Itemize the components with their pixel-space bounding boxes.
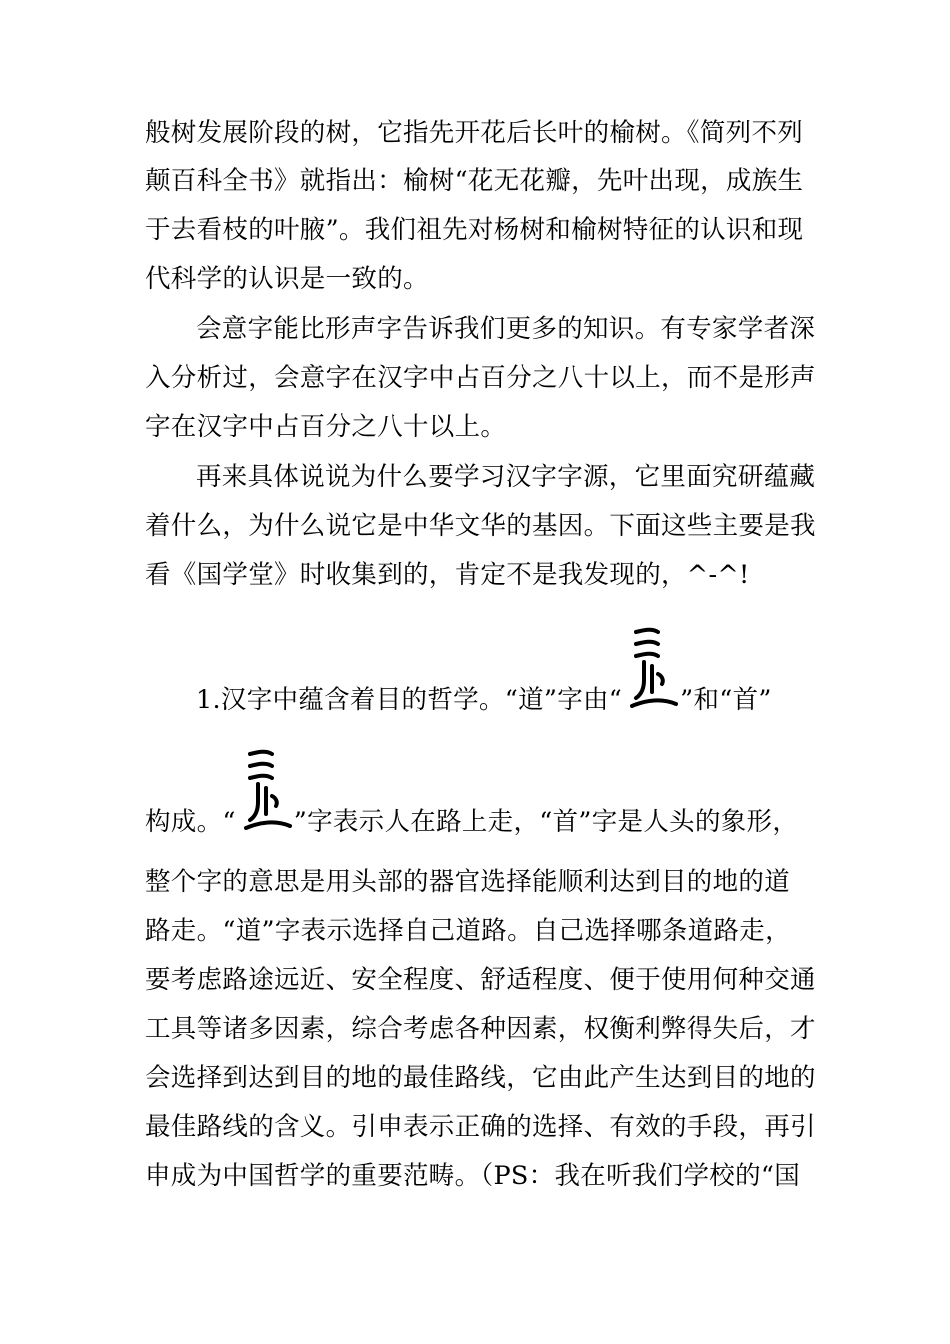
paragraph-1-line-2: 颠百科全书》就指出：榆树“花无花瓣，先叶出现，成族生 [145, 166, 804, 196]
paragraph-4-line-1-before: 1.汉字中蕴含着目的哲学。“道”字由“ [196, 685, 623, 715]
paragraph-4-line-2-after: ”字表示人在路上走，“首”字是人头的象形， [293, 807, 799, 837]
paragraph-4-line-1-after: ”和“首” [680, 685, 772, 715]
paragraph-4-line-9: 申成为中国哲学的重要范畴。（PS：我在听我们学校的“国 [145, 1161, 801, 1191]
paragraph-4-line-7: 会选择到达到目的地的最佳路线，它由此产生达到目的地的 [145, 1063, 816, 1093]
paragraph-2-line-3: 字在汉字中占百分之八十以上。 [145, 412, 507, 442]
paragraph-2-line-2: 入分析过，会意字在汉字中占百分之八十以上，而不是形声 [145, 363, 816, 393]
seal-script-chuo-icon [236, 744, 294, 836]
paragraph-3-line-3: 看《国学堂》时收集到的，肯定不是我发现的，^-^! [145, 560, 750, 590]
paragraph-4-line-4: 路走。“道”字表示选择自己道路。自己选择哪条道路走， [145, 916, 791, 946]
paragraph-4-line-2-before: 构成。“ [145, 807, 236, 837]
seal-script-chuo-icon [622, 622, 680, 714]
paragraph-1-line-4: 代科学的认识是一致的。 [145, 264, 429, 294]
paragraph-4-line-5: 要考虑路途远近、安全程度、舒适程度、便于使用何种交通 [145, 965, 816, 995]
paragraph-4-line-8: 最佳路线的含义。引申表示正确的选择、有效的手段，再引 [145, 1112, 816, 1142]
paragraph-3-line-1: 再来具体说说为什么要学习汉字字源，它里面究研蕴藏 [196, 462, 816, 492]
paragraph-1-line-3: 于去看枝的叶腋”。我们祖先对杨树和榆树特征的认识和现 [145, 215, 804, 245]
paragraph-4-line-1 [196, 622, 810, 718]
paragraph-2-line-1: 会意字能比形声字告诉我们更多的知识。有专家学者深 [196, 314, 816, 344]
paragraph-4-line-6: 工具等诸多因素，综合考虑各种因素，权衡利弊得失后，才 [145, 1014, 816, 1044]
paragraph-4-line-3: 整个字的意思是用头部的器官选择能顺利达到目的地的道 [145, 867, 791, 897]
paragraph-1-line-1: 般树发展阶段的树，它指先开花后长叶的榆树。《简列不列 [145, 118, 804, 148]
paragraph-4-line-2 [145, 744, 810, 844]
paragraph-3-line-2: 着什么，为什么说它是中华文华的基因。下面这些主要是我 [145, 511, 816, 541]
